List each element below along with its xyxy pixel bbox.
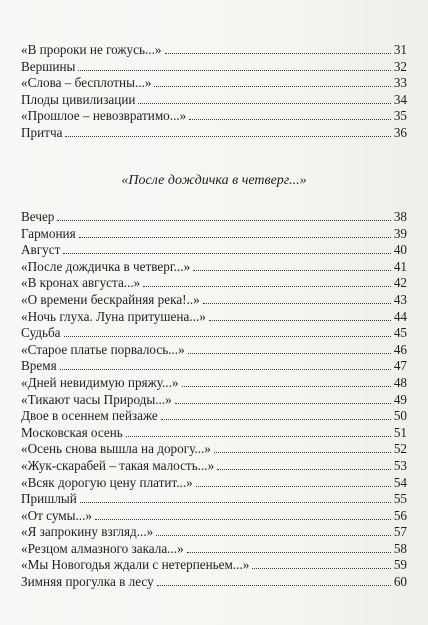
dot-leader: [175, 402, 391, 404]
toc-entry-title: «Дней невидимую пряжу...»: [21, 374, 179, 390]
toc-entry: [21, 342, 407, 359]
toc-entry-title: «Ночь глуха. Луна притушена...»: [21, 308, 206, 324]
toc-entry-title: «Жук-скарабей – такая малость...»: [21, 457, 215, 473]
toc-entry-page-number: 32: [393, 58, 407, 74]
toc-entry-page-number: 49: [393, 391, 407, 407]
dot-leader: [64, 335, 391, 337]
toc-entry-title: «В кронах августа...»: [21, 275, 141, 291]
dot-leader: [143, 285, 391, 287]
toc-entry-title: Плоды цивилизации: [21, 91, 136, 107]
toc-entry: [21, 309, 407, 326]
toc-entry-page-number: 60: [393, 574, 407, 590]
toc-entry-page-number: 57: [393, 524, 407, 540]
dot-leader: [214, 451, 391, 453]
toc-entry: [21, 325, 407, 342]
toc-entry-title: Август: [21, 242, 61, 258]
toc-entry: [21, 209, 407, 226]
toc-entry-page-number: 41: [393, 258, 407, 274]
dot-leader: [187, 551, 391, 553]
toc-list-top: [21, 42, 407, 142]
toc-entry: [21, 441, 407, 458]
toc-entry-page-number: 43: [393, 291, 407, 307]
toc-entry-title: Притча: [21, 124, 63, 140]
toc-entry-title: «После дождичка в четверг...»: [21, 258, 191, 274]
dot-leader: [252, 567, 391, 569]
toc-entry: [21, 491, 407, 508]
dot-leader: [161, 418, 391, 420]
toc-entry: [21, 92, 407, 109]
dot-leader: [65, 135, 391, 137]
toc-entry: [21, 226, 407, 243]
toc-entry-title: Зимняя прогулка в лесу: [21, 574, 154, 590]
toc-entry-title: Вечер: [21, 209, 55, 224]
dot-leader: [196, 485, 391, 487]
dot-leader: [156, 534, 391, 536]
toc-entry: [21, 574, 407, 591]
toc-entry: [21, 275, 407, 292]
toc-entry-page-number: 36: [393, 124, 407, 140]
dot-leader: [78, 69, 391, 71]
toc-entry-page-number: 39: [393, 225, 407, 241]
toc-entry: [21, 408, 407, 425]
dot-leader: [60, 368, 391, 370]
toc-entry-page-number: 46: [393, 341, 407, 357]
toc-entry-title: «Тикают часы Природы...»: [21, 391, 172, 407]
toc-entry-title: «Старое платье порвалось...»: [21, 341, 185, 357]
dot-leader: [193, 269, 391, 271]
dot-leader: [154, 85, 391, 87]
dot-leader: [79, 236, 391, 238]
toc-entry-title: «Слова – бесплотны...»: [21, 75, 152, 91]
toc-entry: [21, 458, 407, 475]
toc-entry: [21, 508, 407, 525]
toc-entry-page-number: 47: [393, 358, 407, 374]
toc-entry-page-number: 34: [393, 91, 407, 107]
dot-leader: [203, 302, 391, 304]
section-heading: «После дождичка в четверг...»: [121, 173, 307, 188]
toc-list-bottom: [21, 209, 407, 591]
dot-leader: [80, 501, 391, 503]
dot-leader: [95, 518, 391, 520]
toc-entry-page-number: 48: [393, 374, 407, 390]
toc-entry-page-number: 40: [393, 242, 407, 258]
dot-leader: [126, 435, 391, 437]
toc-entry-title: Двое в осеннем пейзаже: [21, 408, 158, 424]
toc-entry-page-number: 56: [393, 507, 407, 523]
toc-entry: [21, 125, 407, 142]
toc-entry-page-number: 53: [393, 457, 407, 473]
toc-entry: [21, 75, 407, 92]
toc-entry-page-number: 58: [393, 540, 407, 556]
dot-leader: [217, 468, 391, 470]
toc-entry: [21, 358, 407, 375]
toc-entry-page-number: 42: [393, 275, 407, 291]
dot-leader: [138, 102, 391, 104]
toc-entry-title: Судьба: [21, 325, 61, 341]
toc-entry-title: «Резцом алмазного закала...»: [21, 540, 184, 556]
toc-entry: [21, 475, 407, 492]
toc-entry-title: Вершины: [21, 58, 76, 74]
toc-entry-page-number: 54: [393, 474, 407, 490]
toc-entry: [21, 42, 407, 59]
toc-entry: [21, 375, 407, 392]
toc-entry-title: «От сумы...»: [21, 507, 92, 523]
toc-entry-page-number: 51: [393, 424, 407, 440]
toc-entry: [21, 524, 407, 541]
toc-entry: [21, 108, 407, 125]
dot-leader: [57, 219, 391, 221]
toc-entry-title: «Осень снова вышла на дорогу...»: [21, 441, 211, 457]
toc-entry-page-number: 35: [393, 108, 407, 124]
toc-entry-title: Гармония: [21, 225, 76, 241]
toc-entry: [21, 392, 407, 409]
toc-entry-title: Пришлый: [21, 491, 77, 507]
toc-entry: [21, 425, 407, 442]
toc-entry-page-number: 50: [393, 408, 407, 424]
toc-entry-title: «Прошлое – невозвратимо...»: [21, 108, 187, 124]
dot-leader: [188, 352, 391, 354]
toc-entry-title: «Я запрокину взгляд...»: [21, 524, 154, 540]
toc-entry: [21, 292, 407, 309]
toc-entry: [21, 259, 407, 276]
toc-entry: [21, 557, 407, 574]
toc-entry: [21, 242, 407, 259]
toc-entry-title: Время: [21, 358, 57, 374]
toc-entry-page-number: 55: [393, 491, 407, 507]
dot-leader: [157, 584, 391, 586]
toc-entry: [21, 59, 407, 76]
dot-leader: [209, 319, 391, 321]
dot-leader: [189, 118, 391, 120]
toc-entry: [21, 541, 407, 558]
toc-entry-title: «Мы Новогодья ждали с нетерпеньем...»: [21, 557, 250, 573]
toc-entry-page-number: 44: [393, 308, 407, 324]
toc-entry-page-number: 45: [393, 325, 407, 341]
dot-leader: [165, 52, 392, 54]
dot-leader: [182, 385, 392, 387]
toc-entry-page-number: 59: [393, 557, 407, 573]
toc-entry-title: «О времени бескрайняя река!..»: [21, 291, 200, 307]
toc-entry-title: «В пророки не гожусь...»: [21, 42, 162, 57]
toc-entry-title: «Всяк дорогую цену платит...»: [21, 474, 193, 490]
toc-entry-title: Московская осень: [21, 424, 123, 440]
toc-entry-page-number: 31: [393, 42, 407, 57]
dot-leader: [63, 252, 391, 254]
toc-entry-page-number: 38: [393, 209, 407, 224]
toc-entry-page-number: 33: [393, 75, 407, 91]
toc-entry-page-number: 52: [393, 441, 407, 457]
